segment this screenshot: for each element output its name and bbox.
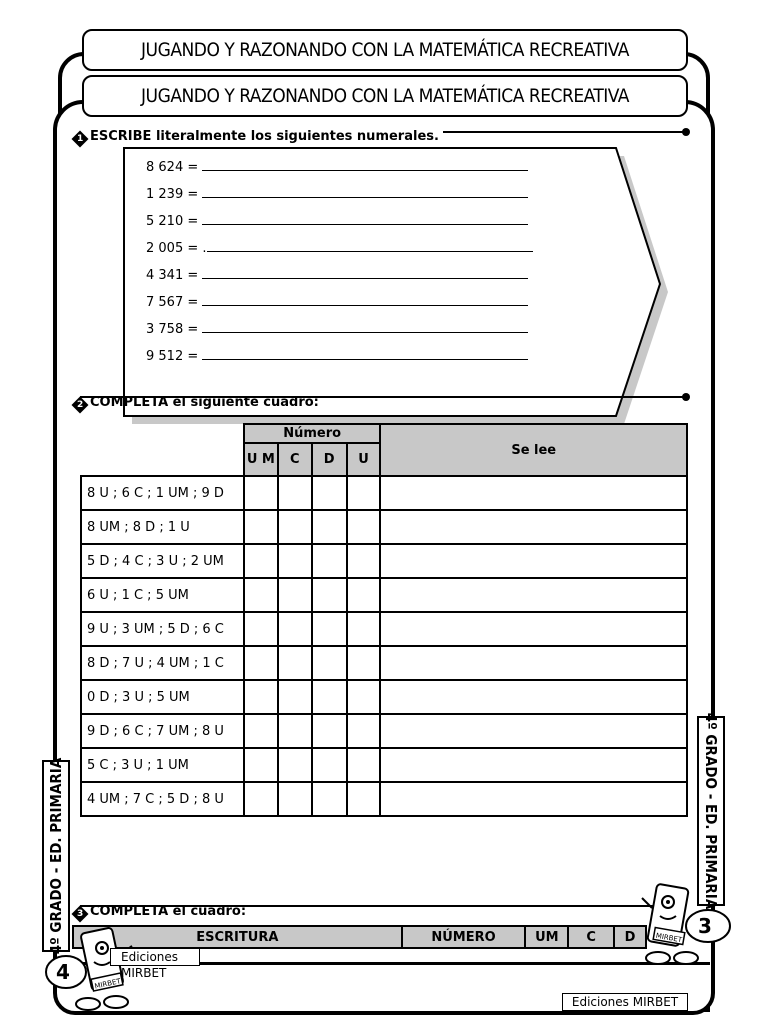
answer-line[interactable]	[202, 186, 528, 198]
col-header-numero: NÚMERO	[402, 926, 526, 948]
answer-line[interactable]	[202, 267, 528, 279]
cell-d[interactable]	[312, 748, 347, 782]
cell-d[interactable]	[312, 680, 347, 714]
table-corner	[81, 424, 244, 476]
cell-u[interactable]	[347, 748, 381, 782]
section2-heading	[74, 395, 319, 411]
cell-d[interactable]	[312, 578, 347, 612]
back-page-title: JUGANDO Y RAZONANDO CON LA MATEMÁTICA RECREATIVA	[82, 29, 688, 71]
cell-um[interactable]	[244, 510, 278, 544]
cell-um[interactable]	[244, 476, 278, 510]
row-description: 9 D ; 6 C ; 7 UM ; 8 U	[81, 714, 244, 748]
section1-heading	[74, 129, 443, 145]
row-description: 8 D ; 7 U ; 4 UM ; 1 C	[81, 646, 244, 680]
svg-text:MIRBET: MIRBET	[655, 931, 683, 945]
cell-c[interactable]	[278, 680, 312, 714]
table-row	[81, 646, 687, 680]
cell-um[interactable]	[244, 578, 278, 612]
row-description: 0 D ; 3 U ; 5 UM	[81, 680, 244, 714]
cell-um[interactable]	[244, 714, 278, 748]
numeral-item: 5 210 =	[146, 213, 533, 240]
answer-line[interactable]	[202, 294, 528, 306]
cell-se-lee[interactable]	[380, 782, 687, 816]
table-row	[81, 544, 687, 578]
cell-c[interactable]	[278, 748, 312, 782]
cell-se-lee[interactable]	[380, 544, 687, 578]
mascot-right-icon	[640, 878, 732, 968]
publisher-label-bottom: Ediciones MIRBET	[562, 993, 688, 1011]
col-header-u: U	[347, 443, 381, 476]
cell-c[interactable]	[278, 544, 312, 578]
numeral-list	[146, 159, 533, 375]
numeral-item: 4 341 =	[146, 267, 533, 294]
numeral-item: 2 005 = .	[146, 240, 533, 267]
col-header-d: D	[614, 926, 646, 948]
section1-number-bullet: 1	[72, 131, 89, 148]
section2-instruction: COMPLETA el siguiente cuadro:	[90, 395, 319, 410]
cell-se-lee[interactable]	[380, 646, 687, 680]
cell-um[interactable]	[244, 544, 278, 578]
section2-number-bullet: 2	[72, 397, 89, 414]
section3-heading	[74, 904, 246, 920]
cell-c[interactable]	[278, 578, 312, 612]
cell-se-lee[interactable]	[380, 476, 687, 510]
cell-u[interactable]	[347, 578, 381, 612]
cell-se-lee[interactable]	[380, 748, 687, 782]
place-value-table	[80, 423, 688, 817]
cell-u[interactable]	[347, 714, 381, 748]
cell-u[interactable]	[347, 680, 381, 714]
col-header-c: C	[568, 926, 614, 948]
section1-instruction: ESCRIBE literalmente los siguientes numerales.	[90, 129, 439, 144]
col-header-um: U M	[244, 443, 278, 476]
answer-line[interactable]	[202, 348, 528, 360]
page-number-right: 3	[698, 914, 712, 938]
grade-tab-left: 4º GRADO - ED. PRIMARIA	[42, 760, 70, 952]
page-title: JUGANDO Y RAZONANDO CON LA MATEMÁTICA RECREATIVA	[82, 75, 688, 117]
row-description: 4 UM ; 7 C ; 5 D ; 8 U	[81, 782, 244, 816]
cell-d[interactable]	[312, 544, 347, 578]
cell-se-lee[interactable]	[380, 680, 687, 714]
cell-u[interactable]	[347, 476, 381, 510]
numeral-item: 7 567 =	[146, 294, 533, 321]
numeral-item: 8 624 =	[146, 159, 533, 186]
section3-instruction: COMPLETA el cuadro:	[90, 904, 247, 919]
cell-c[interactable]	[278, 646, 312, 680]
cell-se-lee[interactable]	[380, 578, 687, 612]
col-header-d: D	[312, 443, 347, 476]
table-row	[81, 476, 687, 510]
table-row	[81, 578, 687, 612]
cell-c[interactable]	[278, 782, 312, 816]
cell-um[interactable]	[244, 646, 278, 680]
cell-se-lee[interactable]	[380, 612, 687, 646]
cell-c[interactable]	[278, 476, 312, 510]
cell-u[interactable]	[347, 782, 381, 816]
cell-c[interactable]	[278, 714, 312, 748]
cell-u[interactable]	[347, 612, 381, 646]
row-description: 8 UM ; 8 D ; 1 U	[81, 510, 244, 544]
row-description: 5 D ; 4 C ; 3 U ; 2 UM	[81, 544, 244, 578]
cell-se-lee[interactable]	[380, 510, 687, 544]
numeral-item: 9 512 =	[146, 348, 533, 375]
section1-divider-dot	[682, 128, 690, 136]
cell-d[interactable]	[312, 782, 347, 816]
table-row	[81, 714, 687, 748]
numero-group-header: Número	[244, 424, 381, 443]
cell-u[interactable]	[347, 646, 381, 680]
svg-text:MIRBET: MIRBET	[93, 977, 122, 991]
table-row	[81, 612, 687, 646]
cell-um[interactable]	[244, 680, 278, 714]
row-description: 9 U ; 3 UM ; 5 D ; 6 C	[81, 612, 244, 646]
cell-um[interactable]	[244, 782, 278, 816]
col-header-c: C	[278, 443, 312, 476]
row-description: 8 U ; 6 C ; 1 UM ; 9 D	[81, 476, 244, 510]
col-header-um: UM	[525, 926, 568, 948]
cell-d[interactable]	[312, 714, 347, 748]
cell-d[interactable]	[312, 646, 347, 680]
cell-se-lee[interactable]	[380, 714, 687, 748]
numeral-item: 3 758 =	[146, 321, 533, 348]
table-row	[81, 680, 687, 714]
se-lee-header: Se lee	[380, 424, 687, 476]
section3-number-bullet: 3	[72, 906, 89, 923]
cell-d[interactable]	[312, 510, 347, 544]
cell-c[interactable]	[278, 510, 312, 544]
table-row	[81, 748, 687, 782]
cell-d[interactable]	[312, 612, 347, 646]
answer-line[interactable]	[207, 240, 533, 252]
answer-line[interactable]	[202, 321, 528, 333]
table-row	[81, 782, 687, 816]
row-description: 5 C ; 3 U ; 1 UM	[81, 748, 244, 782]
answer-line[interactable]	[202, 159, 528, 171]
cell-u[interactable]	[347, 510, 381, 544]
col-header-escritura: ESCRITURA	[73, 926, 402, 948]
writing-table-header	[72, 925, 647, 949]
cell-um[interactable]	[244, 748, 278, 782]
table-row	[81, 510, 687, 544]
cell-d[interactable]	[312, 476, 347, 510]
publisher-label-left: Ediciones MIRBET	[110, 948, 200, 966]
numeral-item: 1 239 =	[146, 186, 533, 213]
section2-divider-dot	[682, 393, 690, 401]
grade-tab-right: 4º GRADO - ED. PRIMARIA	[697, 716, 725, 906]
row-description: 6 U ; 1 C ; 5 UM	[81, 578, 244, 612]
answer-line[interactable]	[202, 213, 528, 225]
cell-c[interactable]	[278, 612, 312, 646]
page-number-left: 4	[56, 960, 70, 984]
cell-u[interactable]	[347, 544, 381, 578]
cell-um[interactable]	[244, 612, 278, 646]
